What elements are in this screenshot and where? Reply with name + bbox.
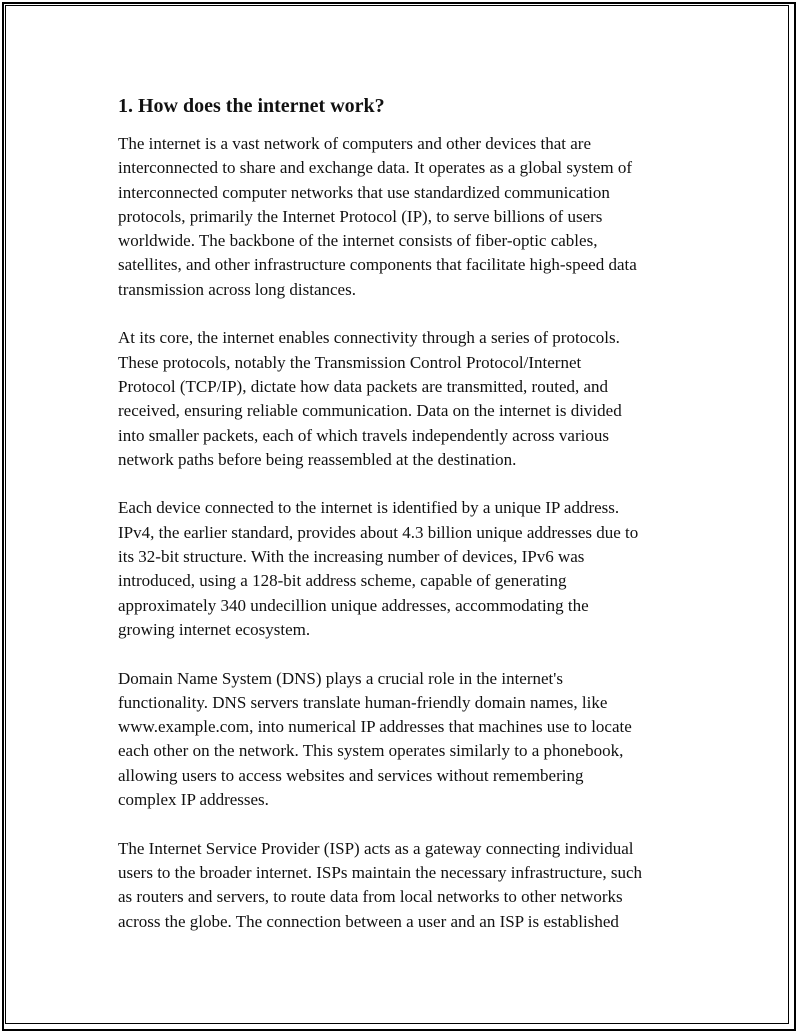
paragraph-ip-addresses: Each device connected to the internet is identified by a unique IP address. IPv4, the earlier standard, provides about 4.3 billion unique addresses due to its 32-bit structure. With the increasing number of devices, IPv6 was introduced, using a 128-bit address scheme, capable of generating approximately 340 undecillion unique addresses, accommodating the growing internet ecosystem. — [118, 498, 639, 639]
paragraph-protocols: At its core, the internet enables connectivity through a series of protocols. These protocols, notably the Transmission Control Protocol/Internet Protocol (TCP/IP), dictate how data packets are transmitted, routed, and received, ensuring reliable communication. Data on the internet is divided into smaller packets, each of which travels independently across various network paths before being reassembled at the destination. — [118, 328, 622, 469]
section-heading: 1. How does the internet work? — [118, 95, 385, 117]
document-body — [118, 92, 698, 958]
paragraph-isp: The Internet Service Provider (ISP) acts as a gateway connecting individual users to the broader internet. ISPs maintain the necessary infrastructure, such as routers and servers, to route data from local networks to other networks across the globe. The connection between a user and an ISP is established — [118, 838, 643, 931]
paragraph-overview: The internet is a vast network of computers and other devices that are interconnected to share and exchange data. It operates as a global system of interconnected computer networks that use standardized communication protocols, primarily the Internet Protocol (IP), to serve billions of users worldwide. The backbone of the internet consists of fiber-optic cables, satellites, and other infrastructure components that facilitate high-speed data transmission across long distances. — [118, 134, 637, 299]
paragraph-dns: Domain Name System (DNS) plays a crucial role in the internet's functionality. DNS servers translate human-friendly domain names, like www.example.com, into numerical IP addresses that machines use to locate each other on the network. This system operates similarly to a phonebook, allowing users to access websites and services without remembering complex IP addresses. — [118, 668, 632, 810]
